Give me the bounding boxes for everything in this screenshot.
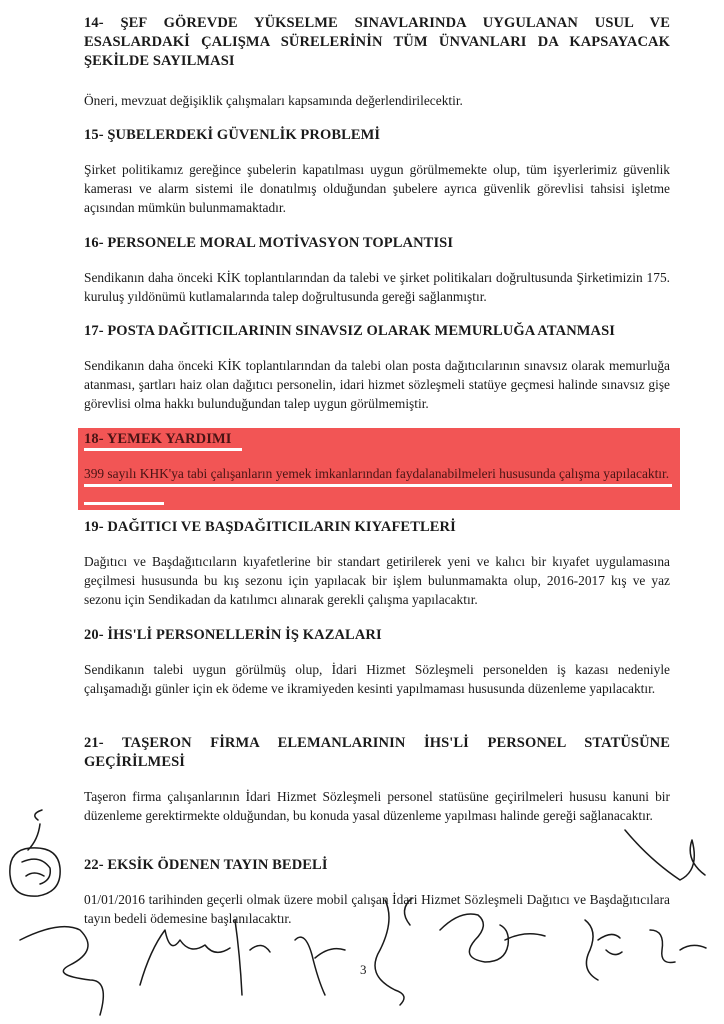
section-14 [84,14,670,110]
body-underline [84,484,672,487]
section-heading: 19- DAĞITICI VE BAŞDAĞITICILARIN KIYAFETLERİ [84,519,456,535]
section-18 [84,430,670,483]
signature-2 [140,920,270,995]
signatures [0,780,724,1024]
section-body: Şirket politikamız gereğince şubelerin kapatılması uygun görülmemekte olup, tüm işyerlerimiz güvenlik kamerası ve alarm sistemi ile donatılmış olduğundan şubelere ayrıca güvenlik görevlisi tahsisi işletme açısından mümkün bulunmamaktadır. [84,162,670,215]
section-17 [84,322,670,413]
section-19 [84,518,670,609]
signature-6 [585,920,622,980]
section-16 [84,234,670,306]
section-heading: 17- POSTA DAĞITICILARININ SINAVSIZ OLARAK MEMURLUĞA ATANMASI [84,323,616,339]
signature-8 [625,830,705,880]
section-20 [84,626,670,698]
signature-3 [295,937,345,995]
section-body: Taşeron firma çalışanlarının İdari Hizmet Sözleşmeli personel statüsüne geçirilmeleri hususu kanuni bir düzenleme gerektirmekte olduğundan, bu konuda yasal düzenleme yapılması halinde gereği sağlanacaktır. [84,789,670,823]
body-underline [84,502,164,505]
section-heading: 21- TAŞERON FİRMA ELEMANLARININ İHS'Lİ PERSONEL STATÜSÜNE GEÇİRİLMESİ [84,735,670,770]
signature-mark [28,810,42,850]
signature-4 [375,900,404,1005]
signature-1 [20,927,103,1015]
section-heading: 22- EKSİK ÖDENEN TAYIN BEDELİ [84,857,328,873]
section-heading: 14- ŞEF GÖREVDE YÜKSELME SINAVLARINDA UYGULANAN USUL VE ESASLARDAKİ ÇALIŞMA SÜRELERİNİN TÜM ÜNVANLARI DA KAPSAYACAK ŞEKİLDE SAYILMASI [84,15,670,69]
signature-stamp [10,848,60,896]
signature-7 [650,930,706,963]
signature-9 [404,898,412,925]
section-heading: 18- YEMEK YARDIMI [84,431,232,447]
section-body: 399 sayılı KHK'ya tabi çalışanların yemek imkanlarından faydalanabilmeleri hususunda çalışma yapılacaktır. [84,466,670,481]
section-heading: 16- PERSONELE MORAL MOTİVASYON TOPLANTISI [84,235,454,251]
section-body: 01/01/2016 tarihinden geçerli olmak üzere mobil çalışan İdari Hizmet Sözleşmeli Dağıtıcı ve Başdağıtıcılara tayın bedeli ödemesine başlanılacaktır. [84,892,670,926]
page-number: 3 [360,962,367,977]
signature-5 [440,914,545,962]
section-body: Dağıtıcı ve Başdağıtıcıların kıyafetlerine bir standart getirilerek yeni ve kalıcı bir kıyafet uygulamasına geçilmesi hususunda bu kış sezonu için yapılacak bir işlem bulunmamakta olup, 2016-2017 kış ve yaz sezonu için Sendikadan da katılımcı alınarak gerekli çalışma yapılacaktır. [84,554,670,607]
section-body: Sendikanın daha önceki KİK toplantılarından da talebi olan posta dağıtıcılarının sınavsız olarak memurluğa atanması, şartları haiz olan dağıtıcı personelin, idari hizmet sözleşmeli statüye geçmesi halinde sınavsız gişe görevlisi olma hakkı bulunduğundan talep uygun görülmemiştir. [84,358,670,411]
section-body: Sendikanın daha önceki KİK toplantılarından da talebi ve şirket politikaları doğrultusunda Şirketimizin 175. kuruluş yıldönümü kutlamalarında talep doğrultusunda gereği sağlanmıştır. [84,270,670,304]
section-body: Sendikanın talebi uygun görülmüş olup, İdari Hizmet Sözleşmeli personelden iş kazası nedeniyle çalışamadığı günler için ek ödeme ve ikramiyeden kesinti yapılmaması hususunda düzenleme yapılacaktır. [84,662,670,696]
section-heading: 20- İHS'Lİ PERSONELLERİN İŞ KAZALARI [84,627,382,643]
section-15 [84,126,670,217]
section-heading: 15- ŞUBELERDEKİ GÜVENLİK PROBLEMİ [84,127,381,143]
section-body: Öneri, mevzuat değişiklik çalışmaları kapsamında değerlendirilecektir. [84,93,463,108]
